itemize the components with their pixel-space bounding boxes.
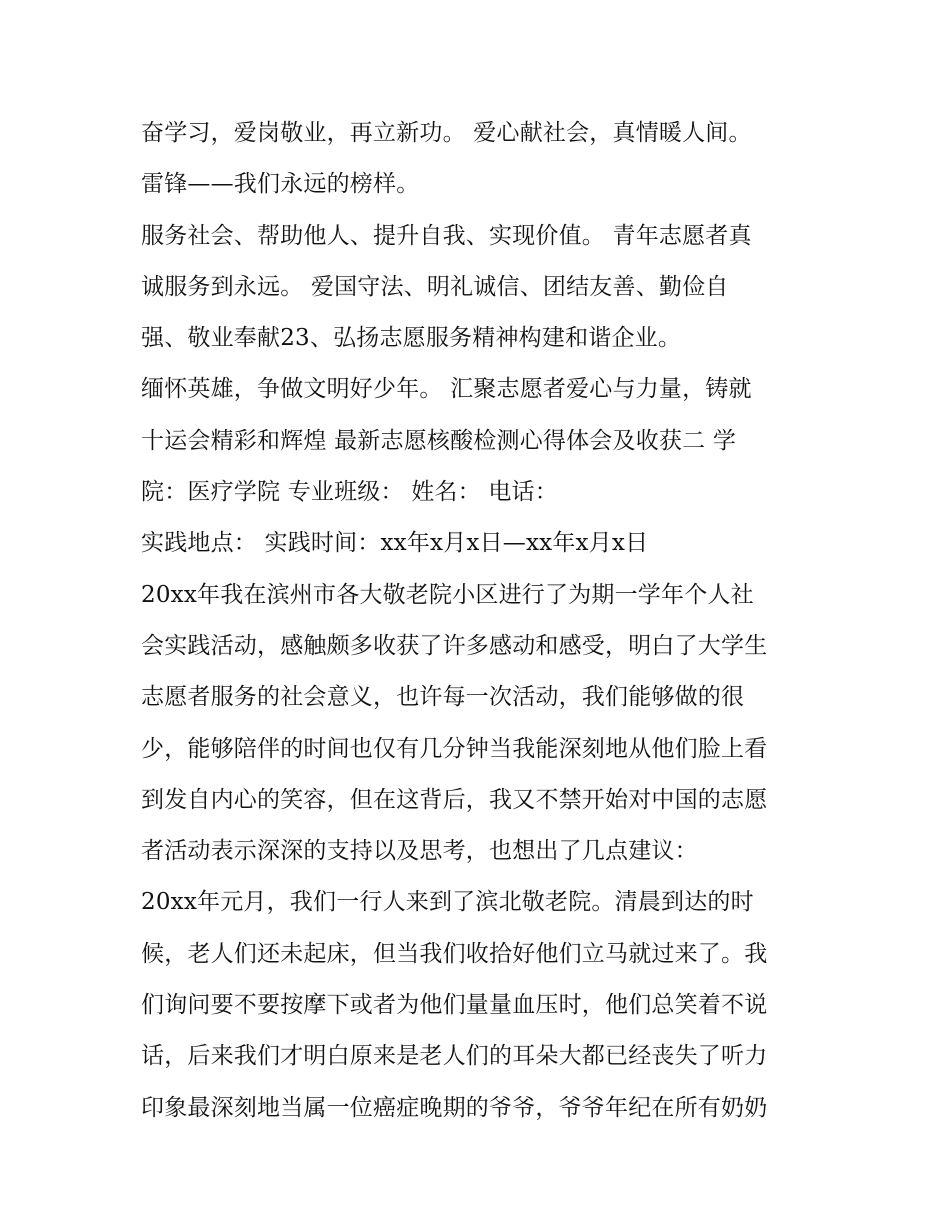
text-line-2: 雷锋——我们永远的榜样。 — [141, 171, 420, 198]
text-line-1: 奋学习，爱岗敬业，再立新功。 爱心献社会，真情暖人间。 — [141, 120, 752, 146]
text-line-4: 诚服务到永远。 爱国守法、明礼诚信、团结友善、勤俭自 — [141, 273, 729, 300]
text-line-17: 候，老人们还未起床，但当我们收拾好他们立马就过来了。我 — [141, 940, 768, 967]
text-line-12: 志愿者服务的社会意义，也许每一次活动，我们能够做的很 — [141, 684, 745, 711]
text-line-15: 者活动表示深深的支持以及思考，也想出了几点建议： — [141, 838, 698, 865]
text-line-11: 会实践活动，感触颇多收获了许多感动和感受，明白了大学生 — [141, 632, 768, 659]
text-line-13: 少，能够陪伴的时间也仅有几分钟当我能深刻地从他们脸上看 — [141, 735, 768, 762]
text-line-9: 实践地点： 实践时间：xx年x月x日—xx年x月x日 — [141, 530, 649, 557]
text-line-3: 服务社会、帮助他人、提升自我、实现价值。 青年志愿者真 — [141, 222, 752, 249]
text-line-8: 院：医疗学院 专业班级： 姓名： 电话： — [141, 479, 558, 506]
text-line-5: 强、敬业奉献23、弘扬志愿服务精神构建和谐企业。 — [141, 325, 682, 352]
text-line-18: 们询问要不要按摩下或者为他们量量血压时，他们总笑着不说 — [141, 992, 768, 1019]
document-body — [141, 108, 821, 1134]
text-line-6: 缅怀英雄，争做文明好少年。 汇聚志愿者爱心与力量，铸就 — [141, 376, 752, 403]
text-line-14: 到发自内心的笑容，但在这背后，我又不禁开始对中国的志愿 — [141, 786, 768, 813]
text-line-20: 印象最深刻地当属一位癌症晚期的爷爷，爷爷年纪在所有奶奶 — [141, 1094, 768, 1121]
text-line-7: 十运会精彩和辉煌 最新志愿核酸检测心得体会及收获二 学 — [141, 427, 737, 454]
text-line-10: 20xx年我在滨州市各大敬老院小区进行了为期一学年个人社 — [141, 581, 754, 608]
text-line-19: 话，后来我们才明白原来是老人们的耳朵大都已经丧失了听力 — [141, 1043, 768, 1070]
text-line-16: 20xx年元月，我们一行人来到了滨北敬老院。清晨到达的时 — [141, 889, 754, 916]
